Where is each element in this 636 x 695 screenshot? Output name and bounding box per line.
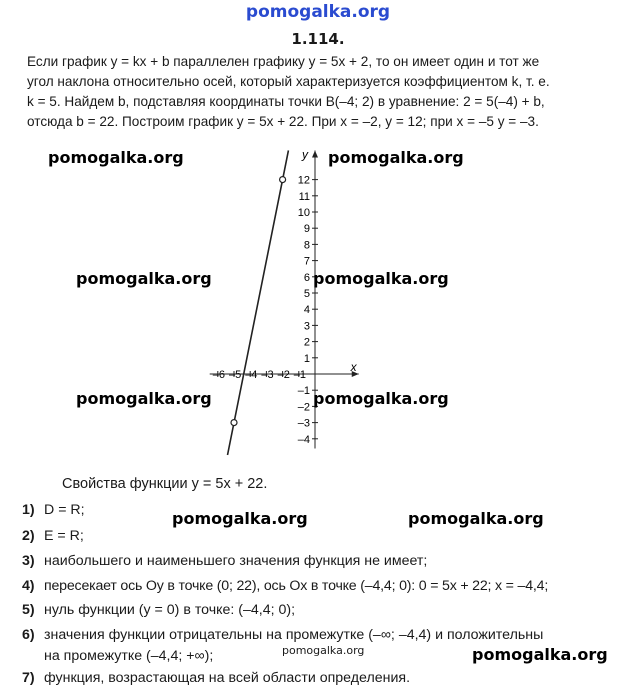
y-tick-label: 2 (303, 336, 310, 349)
x-tick-label: –4 (245, 369, 258, 381)
paragraph-line: угол наклона относительно осей, который характеризуется коэффициентом k, т. е. (27, 74, 550, 89)
y-tick-label: –4 (297, 433, 310, 446)
problem-number: 1.114. (291, 30, 345, 48)
properties-title: Свойства функции y = 5x + 22. (62, 476, 268, 492)
property-number: 3) (22, 553, 35, 569)
graph-point (280, 177, 286, 183)
y-tick-label: 1 (303, 352, 310, 365)
watermark-small: pomogalka.org (282, 644, 365, 657)
y-tick-label: 6 (303, 271, 310, 284)
property-number: 1) (22, 502, 35, 518)
y-tick-label: 3 (303, 320, 310, 333)
property-item (22, 576, 622, 597)
x-tick-label: –6 (212, 369, 226, 381)
x-tick-label: –2 (277, 369, 290, 381)
property-text-continued: на промежутке (–4,4; +∞); (44, 648, 214, 664)
y-tick-label: 9 (303, 223, 310, 236)
watermark: pomogalka.org (48, 148, 184, 167)
y-tick-label: 10 (297, 207, 310, 219)
watermark: pomogalka.org (172, 509, 308, 528)
property-number: 4) (22, 578, 35, 594)
watermark: pomogalka.org (408, 509, 544, 528)
watermark: pomogalka.org (472, 645, 608, 664)
x-tick-label: –5 (229, 369, 242, 381)
graph-ticks (213, 175, 318, 446)
y-tick-label: 12 (297, 174, 310, 187)
watermark: pomogalka.org (313, 269, 449, 288)
watermark: pomogalka.org (328, 148, 464, 167)
property-number: 5) (22, 602, 35, 618)
graph-point (231, 420, 237, 426)
property-text: E = R; (44, 528, 84, 544)
property-number: 2) (22, 528, 35, 544)
y-tick-label: 4 (303, 304, 310, 317)
y-tick-label: –3 (297, 417, 310, 430)
paragraph-line: отсюда b = 22. Построим график y = 5x + 22. При x = –2, y = 12; при x = –5 y = –3. (27, 114, 539, 129)
site-header-watermark: pomogalka.org (245, 2, 391, 22)
property-item (22, 526, 622, 547)
property-item (22, 551, 622, 572)
property-text: пересекает ось Oy в точке (0; 22), ось Ox в точке (–4,4; 0): 0 = 5x + 22; x = –4,4; (44, 578, 549, 594)
property-text: значения функции отрицательны на промежутке (–∞; –4,4) и положительны (44, 627, 544, 643)
property-text: D = R; (44, 502, 85, 518)
x-axis-label: x (350, 360, 357, 374)
y-tick-label: 11 (298, 190, 310, 203)
property-item (22, 500, 622, 521)
property-number: 6) (22, 627, 35, 643)
property-text: наибольшего и наименьшего значения функция не имеет; (44, 553, 428, 569)
y-axis-arrow (312, 150, 318, 157)
y-tick-label: –1 (297, 385, 310, 398)
watermark: pomogalka.org (313, 389, 449, 408)
function-graph (200, 130, 370, 460)
paragraph-line: k = 5. Найдем b, подставляя координаты точки B(–4; 2) в уравнение: 2 = 5(–4) + b, (27, 94, 545, 109)
function-line (228, 150, 289, 455)
y-axis-label: y (302, 147, 308, 162)
paragraph-line: Если график y = kx + b параллелен графику y = 5x + 2, то он имеет один и тот же (27, 54, 540, 69)
y-tick-label: 5 (303, 288, 310, 300)
property-text: нуль функции (y = 0) в точке: (–4,4; 0); (44, 602, 296, 618)
y-tick-label: –2 (297, 401, 310, 414)
x-tick-label: –3 (261, 369, 274, 381)
property-item (22, 600, 622, 621)
y-tick-label: 7 (303, 255, 310, 268)
property-text: функция, возрастающая на всей области определения. (44, 670, 411, 686)
watermark: pomogalka.org (76, 269, 212, 288)
solution-paragraph (27, 52, 612, 132)
y-tick-label: 8 (303, 239, 310, 252)
x-tick-label: –1 (293, 369, 307, 381)
property-number: 7) (22, 670, 35, 686)
watermark: pomogalka.org (76, 389, 212, 408)
property-item (22, 668, 622, 689)
